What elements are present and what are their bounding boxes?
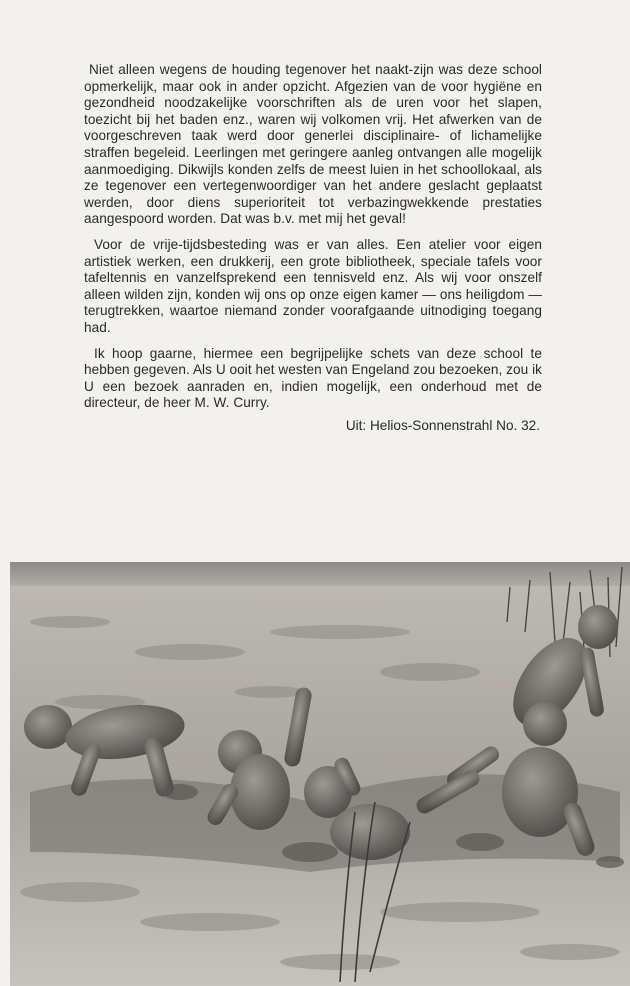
- source-citation: Uit: Helios-Sonnenstrahl No. 32.: [345, 418, 540, 433]
- article-text: [84, 62, 542, 421]
- paragraph-3: Ik hoop gaarne, hiermee een begrijpelijke schets van deze school te hebben gegeven. Als U ooit het westen van Engeland zou bezoeken, zou ik U een bezoek aanraden en, indien mogelijk, een onderhoud met de directeur, de heer M. W. Curry.: [84, 345, 542, 411]
- paragraph-1: Niet alleen wegens de houding tegenover het naakt-zijn was deze school opmerkelijk, maar ook in ander opzicht. Afgezien van de voor hygiëne en gezondheid noodzakelijke voorschriften als de uren voor het slapen, toezicht bij het baden enz., waren wij volkomen vrij. Het afwerken van de voorgeschreven taak werd door generlei disciplinaire- of lichamelijke straffen begeleid. Leerlingen met geringere aanleg ontvangen alle mogelijk aanmoediging. Dikwijls konden zelfs de meest luien in het schoollokaal, als ze tegenover een vertegenwoordiger van het andere geslacht geplaatst werden, door diens superioriteit tot verbazingwekkende prestaties aangespoord worden. Dat was b.v. met mij het geval!: [84, 62, 542, 227]
- photograph-children-in-mud: [10, 562, 630, 986]
- paragraph-2: Voor de vrije-tijdsbesteding was er van alles. Een atelier voor eigen artistiek werken, een drukkerij, een grote bibliotheek, speciale tafels voor tafeltennis en vanzelfsprekend een tennisveld enz. Als wij voor onszelf alleen wilden zijn, konden wij ons op onze eigen kamer — ons heiligdom — terugtrekken, waartoe niemand zonder voorafgaande uitnodiging toegang had.: [84, 236, 542, 335]
- photo-illustration: [10, 562, 630, 986]
